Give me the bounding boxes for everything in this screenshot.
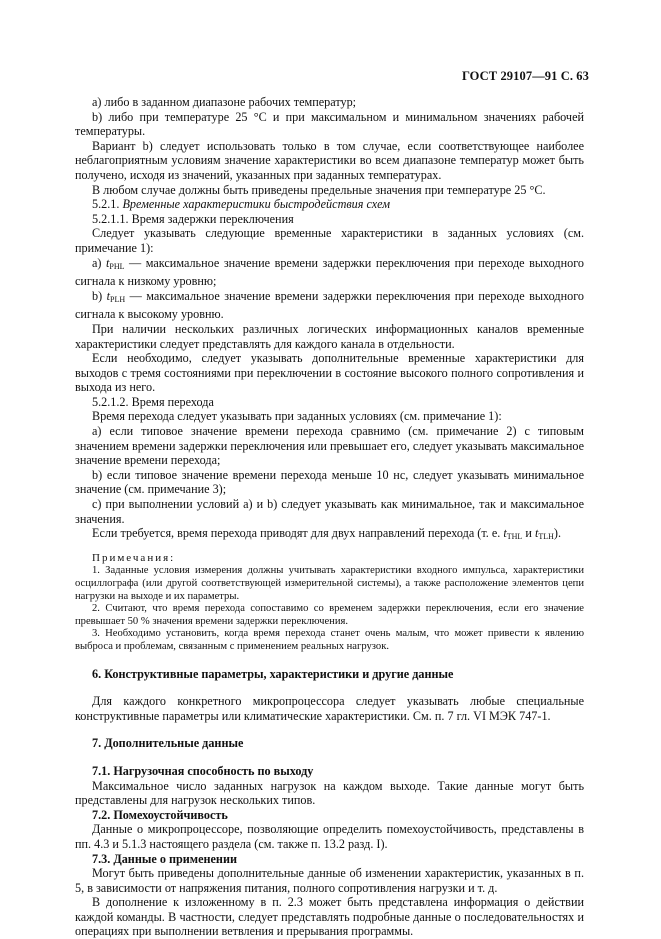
symbol: t	[503, 526, 507, 541]
notes-title: Примечания:	[92, 551, 176, 564]
paragraph: Могут быть приведены дополнительные данные об изменении характеристик, указанных в п. 5, в зависимости от напряжения питания, полного сопротивления нагрузки и т. д.	[75, 866, 584, 895]
paragraph: Вариант b) следует использовать только в том случае, если соответствующее наиболее неблагоприятным условиям значение характеристики во всем диапазоне температур может быть получено, исходя из значений, указанных при заданных температурах.	[75, 138, 584, 182]
paragraph: Если необходимо, следует указывать дополнительные временные характеристики для выходов с тремя состояниями при переключении в состояние высокого полного сопротивления и выхода из него.	[75, 351, 584, 395]
section-title: Временные характеристики быстродействия схем	[122, 197, 391, 212]
text: и	[522, 526, 535, 541]
list-text: — максимальное значение времени задержки переключения при переходе выходного сигнала к низкому уровню;	[75, 255, 584, 289]
paragraph: В любом случае должны быть приведены предельные значения при температуре 25 °С.	[92, 182, 546, 197]
list-text: — максимальное значение времени задержки переключения при переходе выходного сигнала к высокому уровню.	[75, 288, 584, 322]
page-header: ГОСТ 29107—91 С. 63	[461, 69, 589, 83]
note-item: 1. Заданные условия измерения должны учитывать характеристики входного импульса, характеристики осциллографа (или другой соответствующей измерительной системы), а также расположение элементов цепи нагрузки на выходе и их параметры.	[75, 565, 584, 602]
symbol: t	[106, 255, 110, 270]
list-item: c) при выполнении условий а) и b) следует указывать как минимальное, так и максимальное значения.	[75, 497, 584, 526]
paragraph: При наличии нескольких различных логических информационных каналов временные характеристики следует представлять для каждого канала в отдельности.	[75, 321, 584, 351]
section-6-title: 6. Конструктивные параметры, характеристики и другие данные	[92, 666, 454, 681]
subsection-7-2-title: 7.2. Помехоустойчивость	[92, 807, 228, 822]
symbol: t	[534, 526, 539, 541]
page-body	[75, 95, 584, 939]
list-item: b) если типовое значение времени перехода меньше 10 нс, следует указывать минимальное значение (см. примечание 3);	[75, 467, 584, 497]
list-item	[75, 289, 584, 322]
subsection-heading: 5.2.1.2. Время перехода	[92, 394, 214, 409]
paragraph: а) либо в заданном диапазоне рабочих температур;	[92, 95, 357, 109]
symbol-subscript: PLH	[110, 294, 126, 304]
section-number: 5.2.1.	[92, 197, 120, 212]
paragraph: Следует указывать следующие временные характеристики в заданных условиях (см. примечание 1):	[75, 226, 584, 255]
paragraph	[75, 526, 584, 545]
note-item: 3. Необходимо установить, когда время перехода станет очень малым, что может привести к явлению выброса и проблемам, связанным с применением реальных нагрузок.	[75, 628, 584, 652]
text: Если требуется, время перехода приводят для двух направлений перехода (т. е.	[92, 526, 504, 541]
symbol: t	[106, 288, 110, 303]
paragraph: Данные о микропроцессоре, позволяющие определить помехоустойчивость, представлены в пп. 4.3 и 5.1.3 настоящего раздела (см. также п. 13.2 разд. I).	[75, 822, 584, 851]
paragraph: Время перехода следует указывать при заданных условиях (см. примечание 1):	[92, 409, 502, 424]
subsection-7-3-title: 7.3. Данные о применении	[92, 851, 237, 866]
subsection-7-1-title: 7.1. Нагрузочная способность по выходу	[92, 763, 314, 778]
symbol-subscript: PHL	[109, 261, 125, 271]
list-marker: b)	[92, 288, 107, 303]
section-heading	[75, 197, 584, 212]
paragraph: В дополнение к изложенному в п. 2.3 может быть представлена информация о действии каждой команды. В частности, следует представлять подробные данные о последовательностях и операциях при выполнении ветвления и прерывания программы.	[75, 895, 584, 939]
symbol-subscript: TLH	[538, 532, 554, 542]
note-item: 2. Считают, что время перехода сопоставимо со временем задержки переключения, если его значение превышает 50 % значения времени задержки переключения.	[75, 603, 584, 627]
paragraph: b) либо при температуре 25 °С и при максимальном и минимальном значениях рабочей температуры.	[75, 109, 584, 139]
list-item	[75, 256, 584, 289]
section-7-title: 7. Дополнительные данные	[92, 736, 244, 751]
subsection-heading: 5.2.1.1. Время задержки переключения	[92, 211, 294, 226]
list-marker: а)	[92, 255, 106, 270]
list-item: а) если типовое значение времени перехода сравнимо (см. примечание 2) с типовым значением времени задержки переключения или превышает его, следует указывать максимальное значение времени перехода;	[75, 424, 584, 468]
symbol-subscript: THL	[506, 532, 523, 542]
text: ).	[553, 526, 562, 541]
paragraph: Максимальное число заданных нагрузок на каждом выходе. Такие данные могут быть представлены для нагрузок нескольких типов.	[75, 778, 584, 808]
paragraph: Для каждого конкретного микропроцессора следует указывать любые специальные конструктивные параметры или климатические характеристики. См. п. 7 гл. VI МЭК 747-1.	[75, 694, 584, 723]
